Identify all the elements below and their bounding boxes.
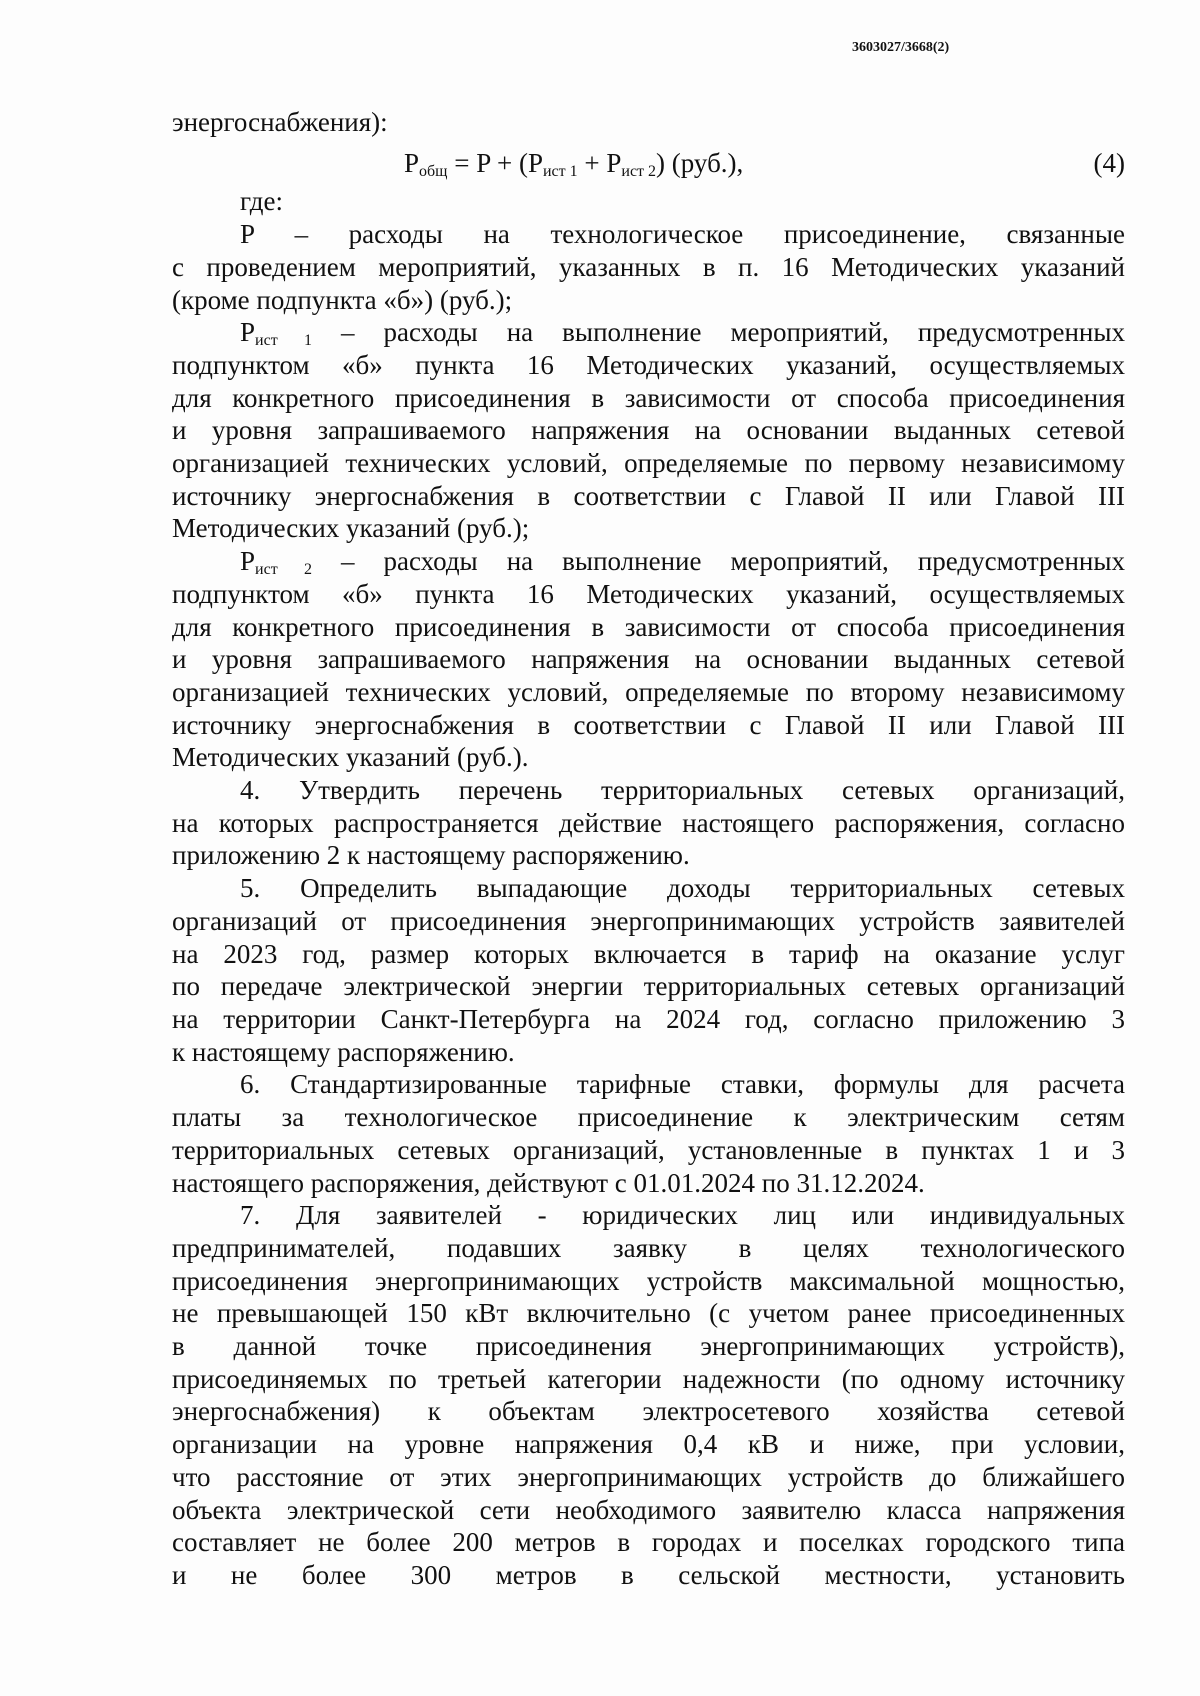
definition-line: подпунктом «б» пункта 16 Методических указаний, осуществляемых (172, 349, 1125, 380)
paragraph-line: и не более 300 метров в сельской местности, установить (172, 1559, 1125, 1590)
definition-line: источнику энергоснабжения в соответствии с Главой II или Главой III (172, 480, 1125, 511)
paragraph-line: что расстояние от этих энергопринимающих устройств до ближайшего (172, 1461, 1125, 1492)
item-6 (172, 1068, 1125, 1199)
paragraph-line: на которых распространяется действие настоящего распоряжения, согласно (172, 807, 1125, 838)
paragraph-line: 5. Определить выпадающие доходы территориальных сетевых (240, 873, 1125, 904)
document-body (172, 106, 1125, 1592)
document-number: 3603027/3668(2) (852, 40, 950, 55)
paragraph-line: 6. Стандартизированные тарифные ставки, формулы для расчета (240, 1069, 1125, 1100)
paragraph-line: присоединяемых по третьей категории надежности (по одному источнику (172, 1363, 1125, 1394)
definition-line: $P_{ист 1}$ – расходы на выполнение мероприятий, предусмотренных (240, 317, 1126, 350)
paragraph-line: в данной точке присоединения энергопринимающих устройств), (172, 1331, 1125, 1362)
definition-line: (кроме подпункта «б») (руб.); (172, 284, 513, 315)
paragraph-line: объекта электрической сети необходимого заявителю класса напряжения (172, 1494, 1125, 1525)
definition-line: Методических указаний (руб.); (172, 513, 530, 544)
definition-p-ist2 (172, 545, 1125, 774)
formula-number: (4) (1093, 147, 1125, 178)
definition-line: и уровня запрашиваемого напряжения на основании выданных сетевой (172, 415, 1125, 446)
definition-p (172, 218, 1125, 316)
paragraph-line: организаций от присоединения энергопринимающих устройств заявителей (172, 905, 1125, 936)
paragraph-line: составляет не более 200 метров в городах и поселках городского типа (172, 1527, 1125, 1558)
definition-line: подпунктом «б» пункта 16 Методических указаний, осуществляемых (172, 578, 1125, 609)
paragraph-line: 4. Утвердить перечень территориальных сетевых организаций, (240, 775, 1125, 806)
intro-tail: энергоснабжения): (172, 107, 388, 137)
paragraph-line: не превышающей 150 кВт включительно (с учетом ранее присоединенных (172, 1298, 1125, 1329)
definition-p-ist1 (172, 316, 1125, 545)
definition-line: с проведением мероприятий, указанных в п. 16 Методических указаний (172, 251, 1125, 282)
paragraph-line: организации на уровне напряжения 0,4 кВ и ниже, при условии, (172, 1429, 1125, 1460)
definition-line: организацией технических условий, определяемые по первому независимому (172, 448, 1125, 479)
where-label: где: (240, 186, 283, 217)
paragraph-line: настоящего распоряжения, действуют с 01.01.2024 по 31.12.2024. (172, 1167, 925, 1198)
definition-line: P – расходы на технологическое присоединение, связанные (240, 219, 1125, 250)
definition-line: источнику энергоснабжения в соответствии с Главой II или Главой III (172, 709, 1125, 740)
paragraph-line: на 2023 год, размер которых включается в тариф на оказание услуг (172, 938, 1125, 969)
paragraph-line: приложению 2 к настоящему распоряжению. (172, 840, 690, 871)
paragraph-line: присоединения энергопринимающих устройств максимальной мощностью, (172, 1265, 1125, 1296)
definition-line: Методических указаний (руб.). (172, 742, 529, 773)
paragraph-line: 7. Для заявителей - юридических лиц или индивидуальных (240, 1200, 1125, 1231)
paragraph-line: энергоснабжения) к объектам электросетевого хозяйства сетевой (172, 1396, 1125, 1427)
paragraph-line: предпринимателей, подавших заявку в целях технологического (172, 1232, 1125, 1263)
paragraph-line: к настоящему распоряжению. (172, 1036, 515, 1067)
definition-line: $P_{ист 2}$ – расходы на выполнение мероприятий, предусмотренных (240, 546, 1126, 579)
definition-line: организацией технических условий, определяемые по второму независимому (172, 676, 1125, 707)
paragraph-line: платы за технологическое присоединение к электрическим сетям (172, 1102, 1125, 1133)
formula-4 (172, 147, 1125, 180)
definition-line: для конкретного присоединения в зависимости от способа присоединения (172, 611, 1125, 642)
item-4 (172, 774, 1125, 872)
paragraph-line: территориальных сетевых организаций, установленные в пунктах 1 и 3 (172, 1134, 1125, 1165)
item-7 (172, 1199, 1125, 1591)
formula-expression: $P_{общ} = P + (P_{ист 1} + P_{ист 2})$ (руб.), (404, 147, 744, 180)
definition-line: для конкретного присоединения в зависимости от способа присоединения (172, 382, 1125, 413)
item-5 (172, 872, 1125, 1068)
paragraph-line: на территории Санкт-Петербурга на 2024 год, согласно приложению 3 (172, 1003, 1125, 1034)
paragraph-line: по передаче электрической энергии территориальных сетевых организаций (172, 971, 1125, 1002)
definition-line: и уровня запрашиваемого напряжения на основании выданных сетевой (172, 644, 1125, 675)
